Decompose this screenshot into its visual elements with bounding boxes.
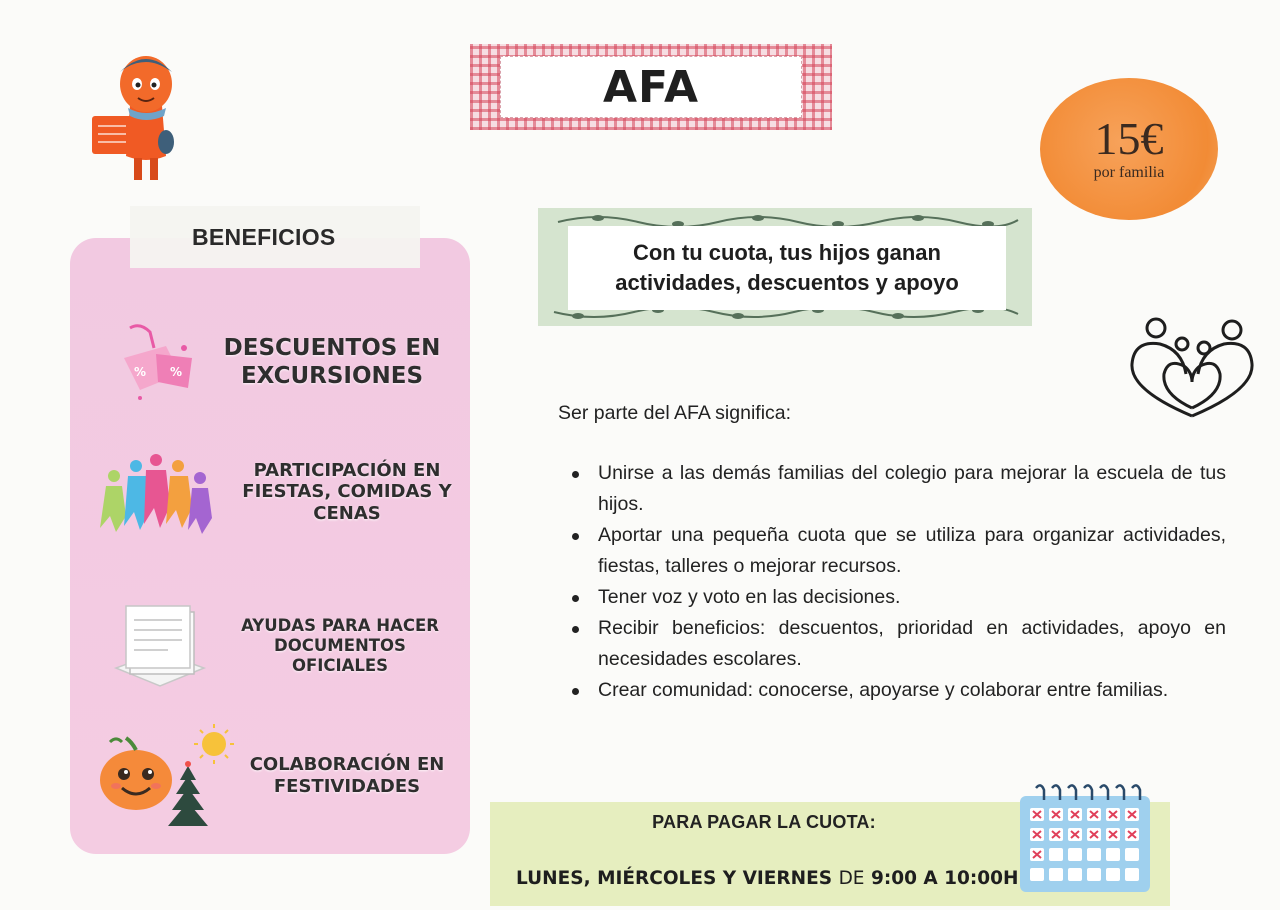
dancing-people-icon — [96, 446, 220, 538]
calendar-day-cell — [1049, 848, 1063, 861]
discount-tag-icon — [110, 318, 206, 408]
payment-days: LUNES, MIÉRCOLES Y VIERNES — [516, 868, 833, 889]
price-badge — [1040, 78, 1218, 220]
calendar-day-cell — [1030, 868, 1044, 881]
calendar-day-cell — [1125, 868, 1139, 881]
calendar-day-cell — [1087, 868, 1101, 881]
family-heart-icon — [1124, 316, 1260, 426]
payment-title: PARA PAGAR LA CUOTA: — [652, 812, 876, 832]
benefit-item — [96, 446, 460, 538]
benefit-item — [96, 720, 456, 832]
calendar-day-cell — [1049, 868, 1063, 881]
list-item: Aportar una pequeña cuota que se utiliza para organizar actividades, fiestas, talleres o mejorar recursos. — [566, 520, 1226, 582]
benefit-label: COLABORACIÓN EN FESTIVIDADES — [249, 754, 445, 797]
mascot-icon — [86, 46, 186, 186]
quote-box — [568, 226, 1006, 310]
svg-text:%: % — [134, 365, 147, 379]
benefit-item — [108, 598, 448, 694]
benefits-heading: BENEFICIOS — [192, 223, 336, 250]
list-item: Recibir beneficios: descuentos, prioridad en actividades, apoyo en necesidades escolares. — [566, 613, 1226, 675]
document-stack-icon — [108, 598, 212, 694]
benefit-item — [110, 318, 452, 408]
benefits-heading-tape — [130, 206, 420, 268]
quote-line: Con tu cuota, tus hijos ganan — [632, 239, 941, 265]
payment-schedule — [516, 868, 1019, 889]
calendar-day-cell — [1106, 848, 1120, 861]
festivities-icon — [96, 720, 246, 832]
payment-connector: DE — [838, 868, 865, 889]
membership-intro: Ser parte del AFA significa: — [558, 402, 792, 424]
benefit-label: PARTICIPACIÓN EN FIESTAS, COMIDAS Y CENAS — [242, 459, 452, 524]
list-item: Tener voz y voto en las decisiones. — [566, 582, 1226, 613]
price-per: por familia — [1093, 164, 1165, 181]
calendar-day-cell — [1125, 848, 1139, 861]
page-title: AFA — [602, 61, 700, 113]
price-amount: 15€ — [1094, 113, 1164, 164]
calendar-day-cell — [1087, 848, 1101, 861]
calendar-icon — [1014, 782, 1156, 894]
calendar-day-cell — [1106, 868, 1120, 881]
benefit-label: AYUDAS PARA HACER DOCUMENTOS OFICIALES — [241, 616, 439, 675]
quote-line: actividades, descuentos y apoyo — [615, 270, 959, 295]
benefit-label: DESCUENTOS EN EXCURSIONES — [223, 335, 441, 389]
membership-list — [566, 458, 1226, 706]
page-title-box — [500, 56, 802, 118]
calendar-day-cell — [1068, 868, 1082, 881]
calendar-day-cell — [1068, 848, 1082, 861]
payment-hours: 9:00 A 10:00H — [870, 868, 1019, 889]
list-item: Unirse a las demás familias del colegio para mejorar la escuela de tus hijos. — [566, 458, 1226, 520]
list-item: Crear comunidad: conocerse, apoyarse y colaborar entre familias. — [566, 675, 1226, 706]
svg-text:%: % — [170, 365, 183, 379]
